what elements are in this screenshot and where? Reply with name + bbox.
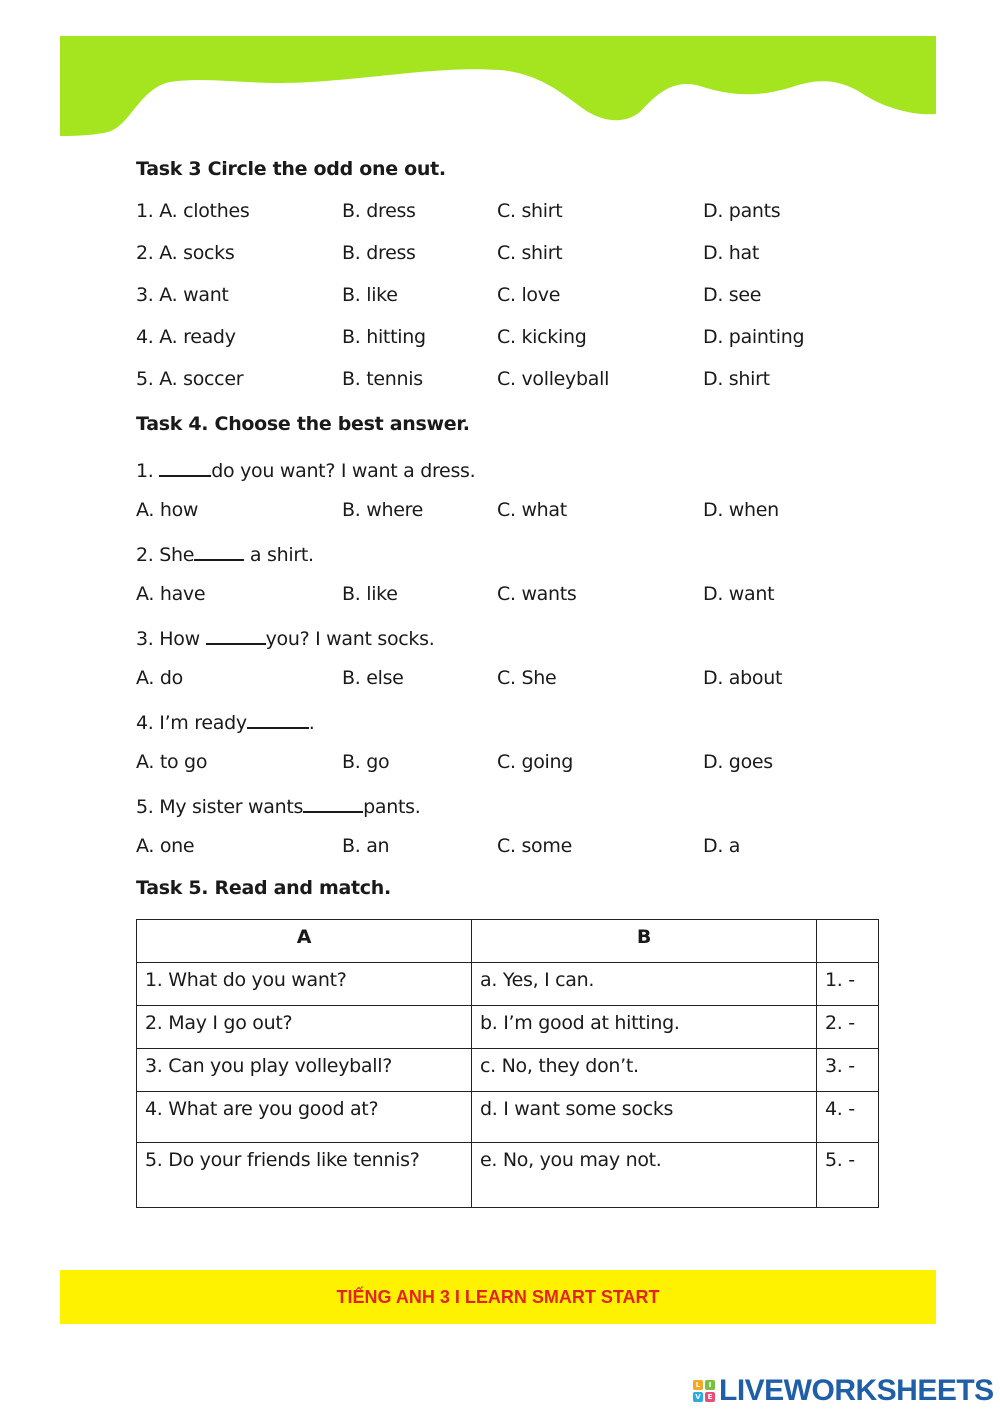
question-cell: 1. What do you want? [137, 963, 472, 1006]
question-text-start: 4. I’m ready [136, 712, 247, 734]
task4-title: Task 4. Choose the best answer. [136, 413, 470, 435]
task4-option[interactable]: C. going [497, 751, 574, 773]
task3-option[interactable]: C. shirt [497, 242, 563, 264]
task4-option[interactable]: D. when [703, 499, 779, 521]
task4-option[interactable]: B. an [342, 835, 390, 857]
task4-question [136, 625, 434, 650]
answer-blank[interactable] [247, 709, 309, 729]
table-row [137, 1092, 879, 1143]
task4-question [136, 457, 475, 482]
task3-question-row [136, 200, 896, 228]
task3-option[interactable]: D. shirt [703, 368, 770, 390]
task3-option[interactable]: 2. A. socks [136, 242, 235, 264]
task3-option[interactable]: C. volleyball [497, 368, 610, 390]
task4-options-row [136, 499, 896, 527]
task4-option[interactable]: D. a [703, 835, 741, 857]
task4-option[interactable]: B. go [342, 751, 390, 773]
question-text-end: . [308, 712, 315, 734]
task4-question [136, 793, 420, 818]
answer-blank[interactable] [303, 793, 363, 813]
column-b-header: B [472, 920, 817, 963]
question-text-end: you? I want socks. [265, 628, 435, 650]
brand-name: LIVEWORKSHEETS [719, 1374, 994, 1407]
table-row [137, 1049, 879, 1092]
logo-letter: V [693, 1392, 703, 1402]
table-row [137, 1006, 879, 1049]
answer-blank[interactable] [159, 457, 211, 477]
banner-wave-shape [60, 36, 936, 136]
task3-option[interactable]: D. pants [703, 200, 781, 222]
answer-cell: e. No, you may not. [472, 1143, 817, 1208]
task4-question [136, 541, 314, 566]
task3-option[interactable]: 3. A. want [136, 284, 229, 306]
question-text-start: 1. [136, 460, 160, 482]
column-a-header: A [137, 920, 472, 963]
footer-banner [60, 1270, 936, 1324]
question-text-end: do you want? I want a dress. [211, 460, 476, 482]
task3-option[interactable]: B. like [342, 284, 398, 306]
answer-column-header [817, 920, 879, 963]
task5-title: Task 5. Read and match. [136, 877, 391, 899]
task3-title: Task 3 Circle the odd one out. [136, 158, 446, 180]
liveworksheets-logo-icon [693, 1380, 715, 1402]
match-answer-cell[interactable]: 1. - [817, 963, 879, 1006]
task3-question-row [136, 242, 896, 270]
question-text-start: 5. My sister wants [136, 796, 304, 818]
question-text-end: pants. [363, 796, 421, 818]
question-cell: 4. What are you good at? [137, 1092, 472, 1143]
task4-option[interactable]: A. have [136, 583, 206, 605]
question-cell: 3. Can you play volleyball? [137, 1049, 472, 1092]
table-row [137, 1143, 879, 1208]
question-cell: 2. May I go out? [137, 1006, 472, 1049]
footer-text: TIẾNG ANH 3 I LEARN SMART START [336, 1286, 660, 1307]
match-answer-cell[interactable]: 2. - [817, 1006, 879, 1049]
task3-option[interactable]: 5. A. soccer [136, 368, 244, 390]
task4-option[interactable]: B. else [342, 667, 404, 689]
question-text-start: 3. How [136, 628, 206, 650]
task4-options-row [136, 751, 896, 779]
task3-option[interactable]: 1. A. clothes [136, 200, 250, 222]
task4-option[interactable]: A. how [136, 499, 199, 521]
task3-question-row [136, 326, 896, 354]
task3-option[interactable]: C. love [497, 284, 561, 306]
task4-option[interactable]: B. like [342, 583, 398, 605]
task3-option[interactable]: 4. A. ready [136, 326, 236, 348]
task3-option[interactable]: D. painting [703, 326, 805, 348]
answer-cell: b. I’m good at hitting. [472, 1006, 817, 1049]
match-answer-cell[interactable]: 4. - [817, 1092, 879, 1143]
logo-letter: L [693, 1380, 703, 1390]
task3-option[interactable]: B. tennis [342, 368, 423, 390]
task3-option[interactable]: B. hitting [342, 326, 426, 348]
match-table [136, 919, 879, 1208]
task4-option[interactable]: D. goes [703, 751, 773, 773]
logo-letter: E [705, 1392, 715, 1402]
answer-blank[interactable] [194, 541, 244, 561]
task4-option[interactable]: B. where [342, 499, 424, 521]
liveworksheets-brand [693, 1374, 994, 1408]
task4-option[interactable]: A. to go [136, 751, 208, 773]
task4-option[interactable]: D. want [703, 583, 775, 605]
table-header-row [137, 920, 879, 963]
task3-option[interactable]: C. shirt [497, 200, 563, 222]
task4-option[interactable]: C. what [497, 499, 567, 521]
task4-options-row [136, 583, 896, 611]
task4-option[interactable]: C. some [497, 835, 572, 857]
task3-option[interactable]: B. dress [342, 242, 416, 264]
question-cell: 5. Do your friends like tennis? [137, 1143, 472, 1208]
answer-cell: c. No, they don’t. [472, 1049, 817, 1092]
match-answer-cell[interactable]: 3. - [817, 1049, 879, 1092]
table-row [137, 963, 879, 1006]
task4-option[interactable]: A. do [136, 667, 183, 689]
task3-option[interactable]: B. dress [342, 200, 416, 222]
answer-cell: a. Yes, I can. [472, 963, 817, 1006]
task4-option[interactable]: A. one [136, 835, 195, 857]
answer-blank[interactable] [206, 625, 266, 645]
match-answer-cell[interactable]: 5. - [817, 1143, 879, 1208]
task4-option[interactable]: C. wants [497, 583, 577, 605]
task3-question-row [136, 284, 896, 312]
task4-option[interactable]: C. She [497, 667, 557, 689]
task4-option[interactable]: D. about [703, 667, 783, 689]
task3-question-row [136, 368, 896, 396]
answer-cell: d. I want some socks [472, 1092, 817, 1143]
question-text-start: 2. She [136, 544, 195, 566]
task4-options-row [136, 667, 896, 695]
task4-question [136, 709, 315, 734]
green-wave-banner [60, 36, 936, 136]
task3-option[interactable]: D. see [703, 284, 762, 306]
question-text-end: a shirt. [244, 544, 314, 566]
task4-options-row [136, 835, 896, 863]
logo-letter: I [705, 1380, 715, 1390]
task3-option[interactable]: D. hat [703, 242, 760, 264]
task3-option[interactable]: C. kicking [497, 326, 587, 348]
